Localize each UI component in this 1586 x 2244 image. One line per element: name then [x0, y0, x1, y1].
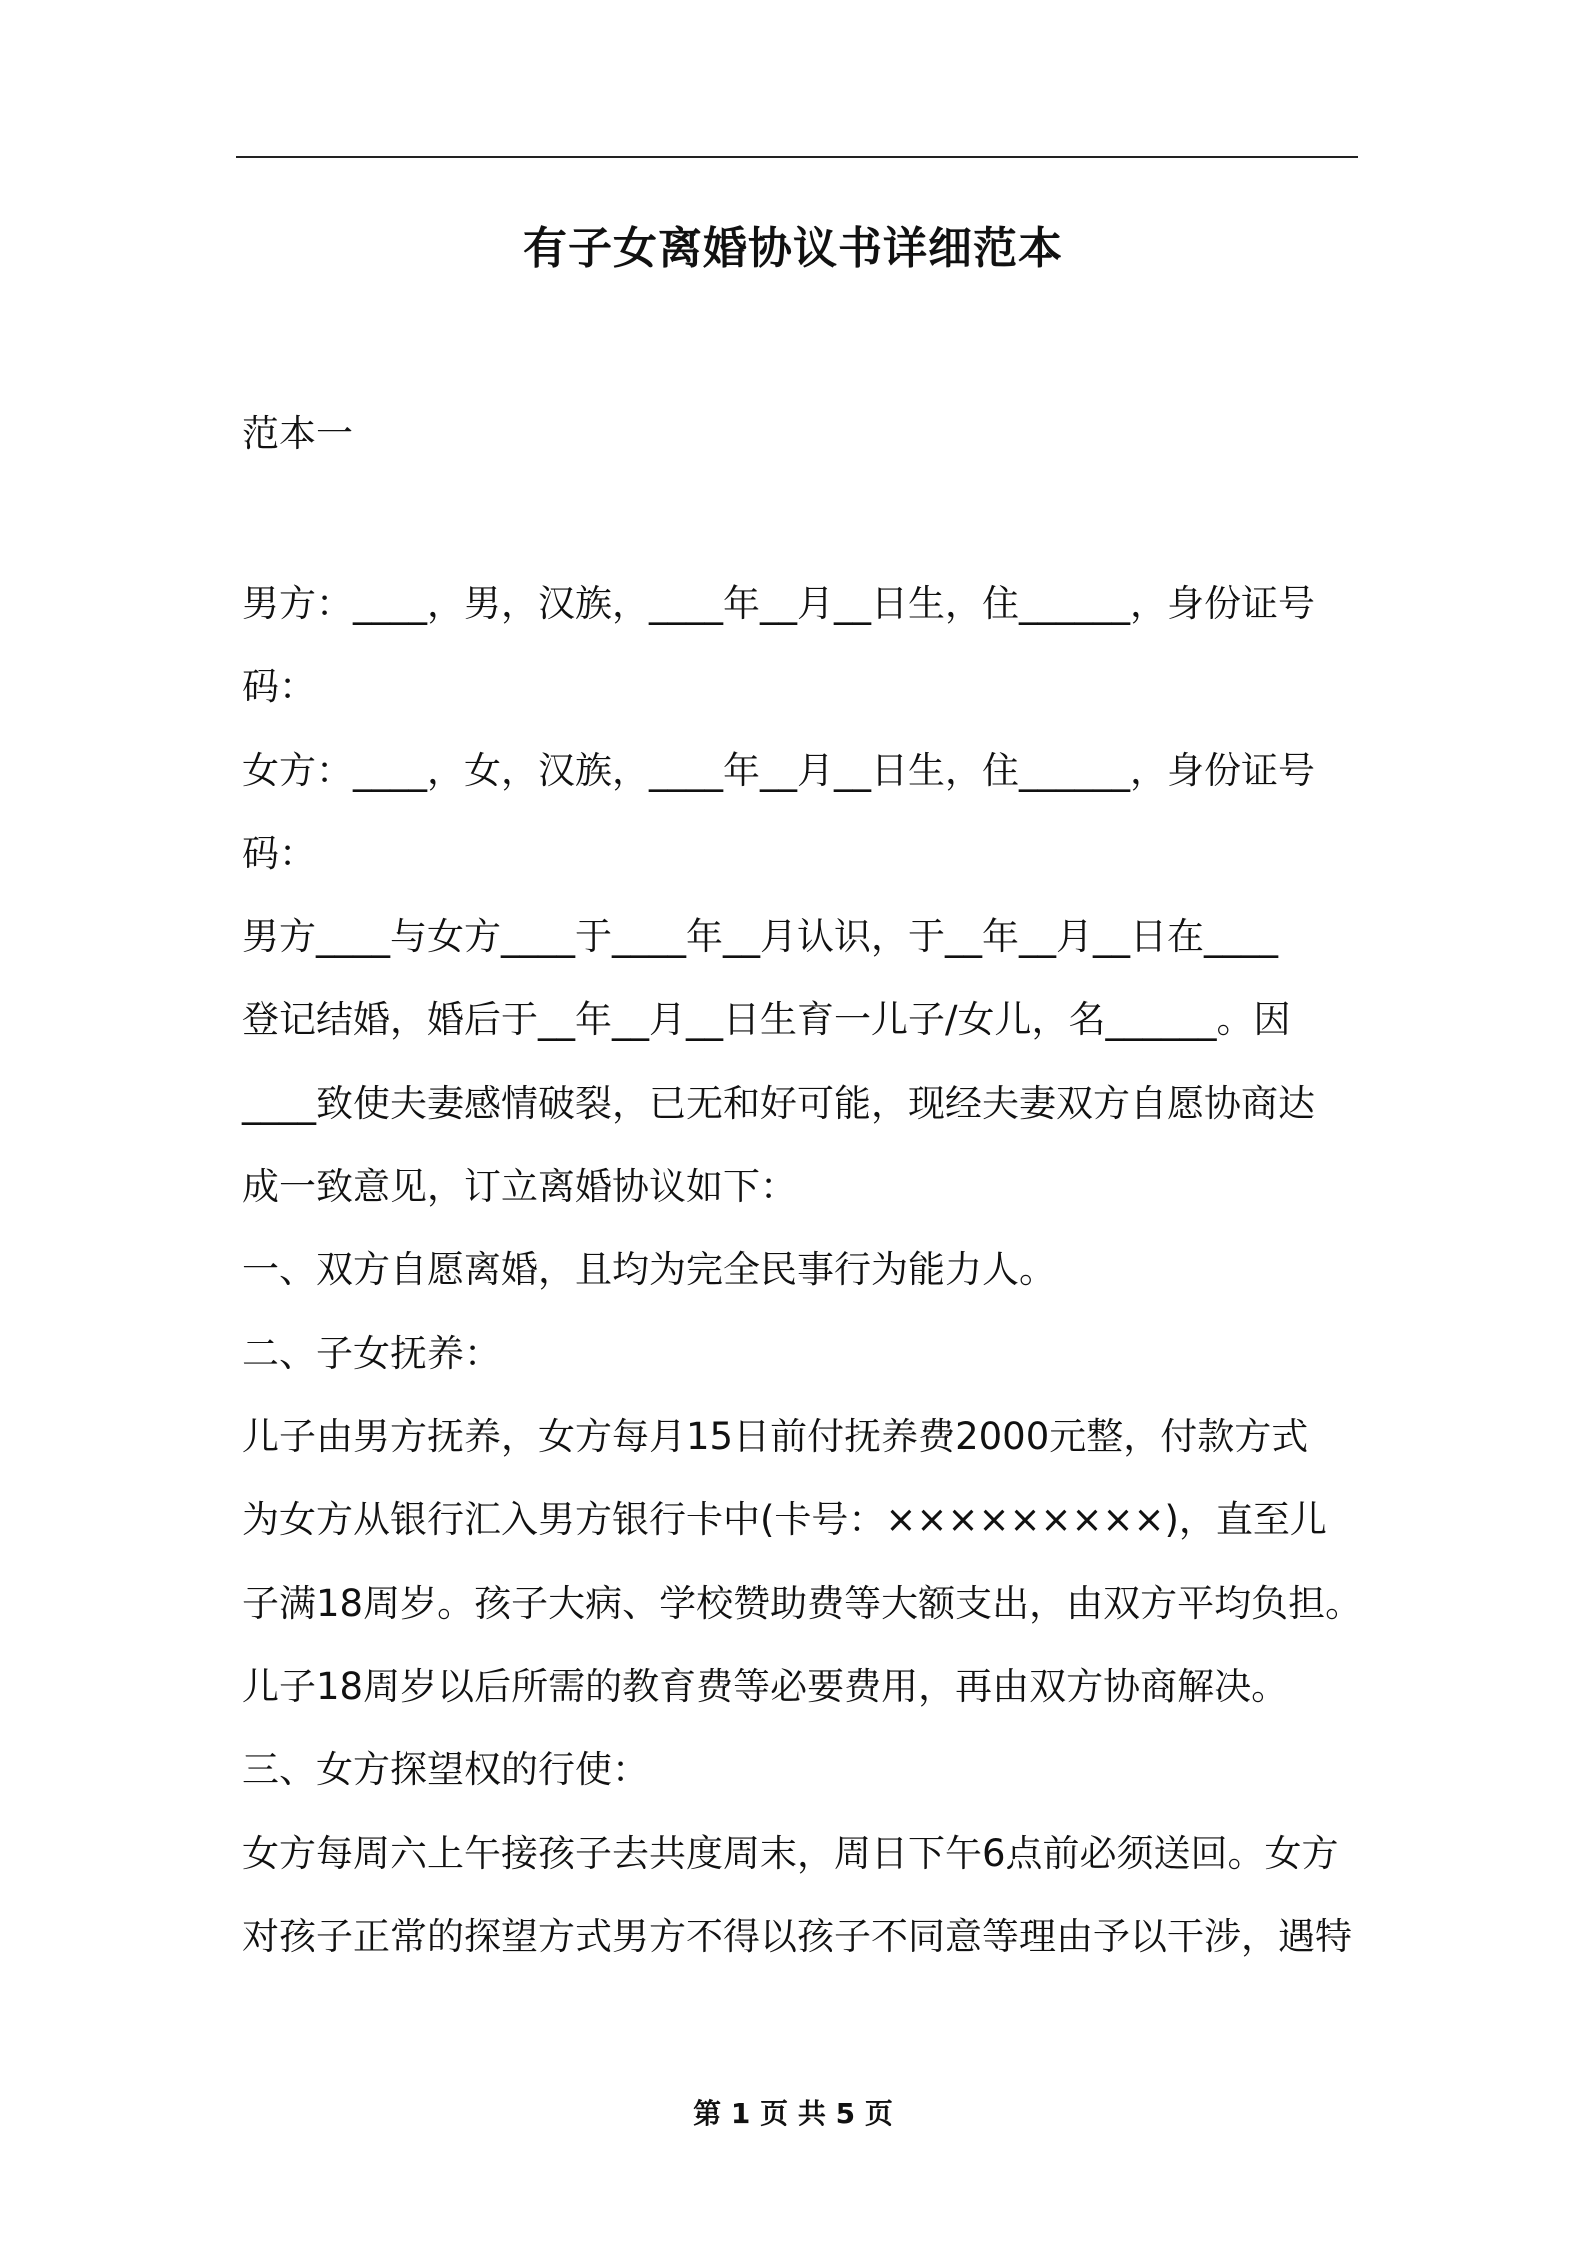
body-line: 儿子由男方抚养，女方每月15日前付抚养费2000元整，付款方式 — [242, 1415, 1309, 1458]
body-line: 一、双方自愿离婚，且均为完全民事行为能力人。 — [242, 1248, 1056, 1291]
body-line: 男方：____，男，汉族，____年__月__日生，住______，身份证号 — [242, 582, 1315, 625]
body-line: 登记结婚，婚后于__年__月__日生育一儿子/女儿，名______。因 — [242, 998, 1291, 1041]
body-line: 码： — [242, 832, 316, 875]
section-heading: 范本一 — [242, 412, 353, 455]
body-line: 码： — [242, 665, 316, 708]
header-rule — [236, 156, 1358, 158]
document-title: 有子女离婚协议书详细范本 — [523, 223, 1063, 274]
body-line: 女方每周六上午接孩子去共度周末，周日下午6点前必须送回。女方 — [242, 1832, 1339, 1875]
body-line: 子满18周岁。孩子大病、学校赞助费等大额支出，由双方平均负担。 — [242, 1582, 1363, 1625]
body-line: 男方____与女方____于____年__月认识，于__年__月__日在____ — [242, 915, 1278, 958]
body-line: 成一致意见，订立离婚协议如下： — [242, 1165, 797, 1208]
body-line: 儿子18周岁以后所需的教育费等必要费用，再由双方协商解决。 — [242, 1665, 1289, 1708]
body-line: ____致使夫妻感情破裂，已无和好可能，现经夫妻双方自愿协商达 — [242, 1082, 1315, 1125]
body-line: 三、女方探望权的行使： — [242, 1748, 649, 1791]
page-number-footer: 第 1 页 共 5 页 — [693, 2097, 893, 2130]
body-line: 对孩子正常的探望方式男方不得以孩子不同意等理由予以干涉，遇特 — [242, 1915, 1352, 1958]
body-line: 为女方从银行汇入男方银行卡中(卡号：×××××××××)，直至儿 — [242, 1498, 1327, 1541]
body-line: 女方：____，女，汉族，____年__月__日生，住______，身份证号 — [242, 749, 1315, 792]
body-line: 二、子女抚养： — [242, 1332, 501, 1375]
